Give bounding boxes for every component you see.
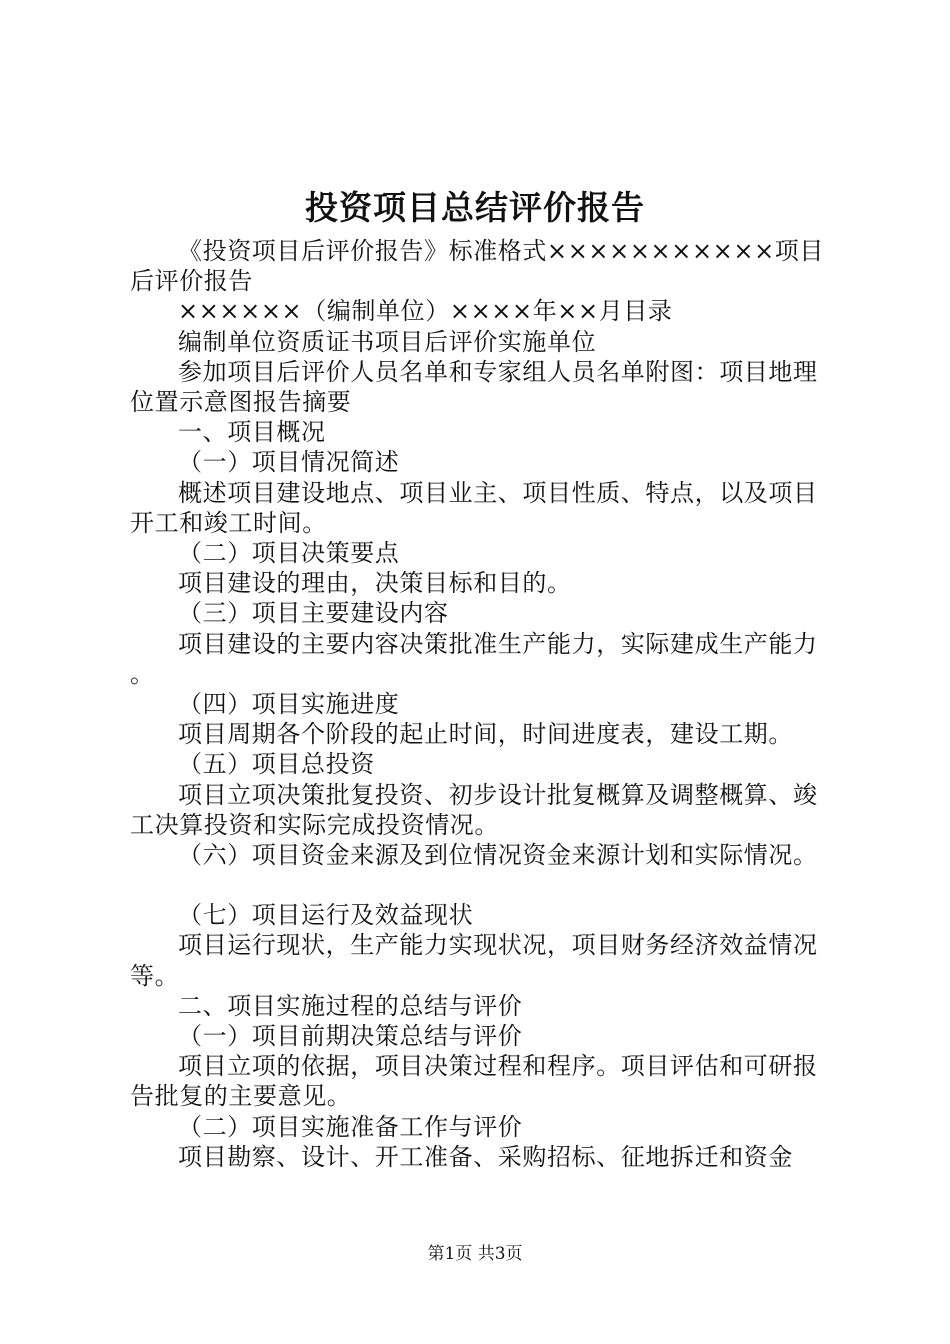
paragraph: 项目立项的依据，项目决策过程和程序。项目评估和可研报告批复的主要意见。 [130, 1052, 818, 1111]
document-body [130, 236, 835, 1172]
paragraph: 参加项目后评价人员名单和专家组人员名单附图：项目地理位置示意图报告摘要 [130, 357, 818, 417]
paragraph: 项目建设的主要内容决策批准生产能力，实际建成生产能力。 [130, 629, 818, 688]
subsection-heading: （二）项目决策要点 [178, 539, 400, 568]
section-heading: 二、项目实施过程的总结与评价 [178, 991, 523, 1020]
paragraph: 项目运行现状，生产能力实现状况，项目财务经济效益情况等。 [130, 931, 818, 990]
subsection-heading: （三）项目主要建设内容 [178, 599, 449, 628]
subsection-heading: （七）项目运行及效益现状 [178, 901, 474, 930]
paragraph: 项目立项决策批复投资、初步设计批复概算及调整概算、竣工决算投资和实际完成投资情况。 [130, 780, 818, 839]
paragraph: 《投资项目后评价报告》标准格式×××××××××××项目后评价报告 [130, 237, 825, 296]
paragraph: 项目周期各个阶段的起止时间，时间进度表，建设工期。 [178, 720, 793, 749]
paragraph: 项目建设的理由，决策目标和目的。 [178, 569, 572, 598]
paragraph: ××××××（编制单位）××××年××月目录 [178, 297, 673, 326]
document-title: 投资项目总结评价报告 [305, 188, 645, 227]
subsection-heading: （六）项目资金来源及到位情况资金来源计划和实际情况。 [178, 841, 818, 870]
subsection-heading: （一）项目前期决策总结与评价 [178, 1022, 523, 1051]
page-number-footer: 第1页 共3页 [427, 1244, 523, 1264]
paragraph: 项目勘察、设计、开工准备、采购招标、征地拆迁和资金 [178, 1142, 793, 1171]
subsection-heading: （一）项目情况简述 [178, 448, 400, 477]
subsection-heading: （四）项目实施进度 [178, 690, 400, 719]
section-heading: 一、项目概况 [178, 418, 326, 447]
subsection-heading: （五）项目总投资 [178, 750, 375, 779]
subsection-heading: （二）项目实施准备工作与评价 [178, 1112, 523, 1141]
paragraph: 概述项目建设地点、项目业主、项目性质、特点，以及项目开工和竣工时间。 [130, 478, 818, 537]
paragraph: 编制单位资质证书项目后评价实施单位 [178, 327, 597, 356]
